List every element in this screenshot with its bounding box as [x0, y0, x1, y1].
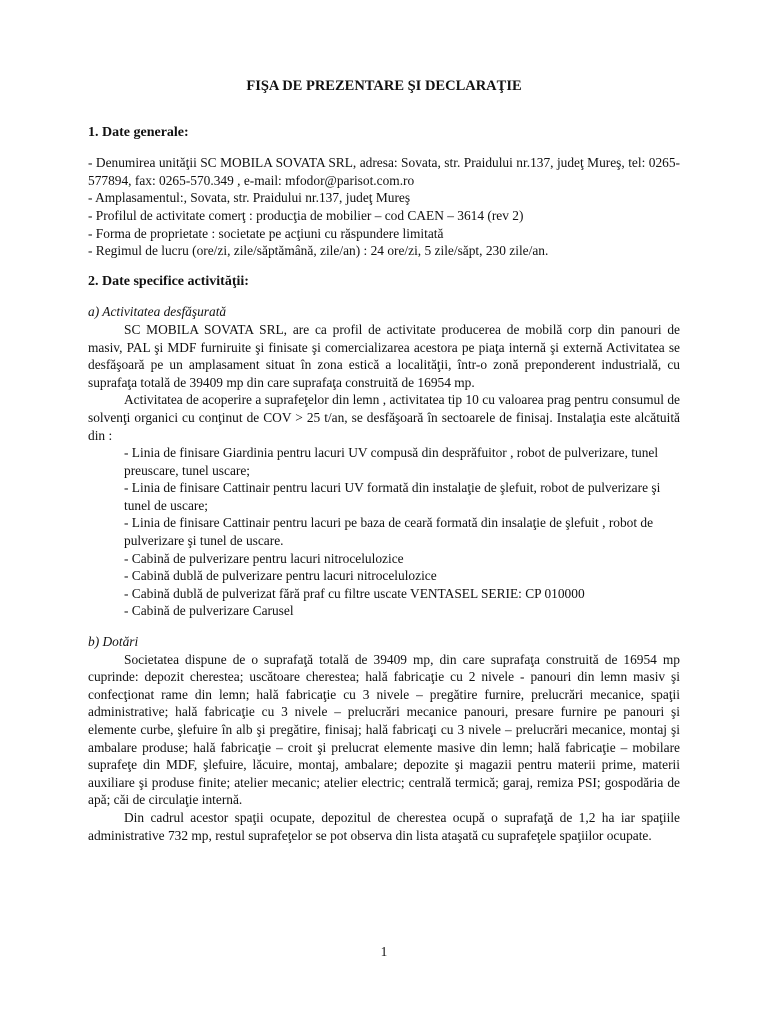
installation-item: - Cabină dublă de pulverizat fără praf cu filtre uscate VENTASEL SERIE: CP 010000 [124, 585, 585, 601]
subsection-b-heading: b) Dotări [88, 634, 139, 650]
general-line-schedule: - Regimul de lucru (ore/zi, zile/săptămână, zile/an) : 24 ore/zi, 5 zile/săpt, 230 zile/an. [88, 243, 549, 259]
equipment-paragraph-2: Din cadrul acestor spaţii ocupate, depozitul de cherestea ocupă o suprafaţă de 1,2 ha iar spaţiile administrative 732 mp, restul suprafeţelor se pot observa din lista ataşată cu suprafeţele spaţiilor ocupate. [88, 809, 680, 843]
general-line-ownership: - Forma de proprietate : societate pe acţiuni cu răspundere limitată [88, 225, 444, 241]
activity-paragraph-2: Activitatea de acoperire a suprafeţelor din lemn , activitatea tip 10 cu valoarea prag pentru consumul de solvenţi organici cu conţinut de COV > 25 t/an, se desfăşoară în sectoarele de finisaj. Instalaţia este alcătuită din : [88, 392, 680, 443]
installation-item: - Linia de finisare Giardinia pentru lacuri UV compusă din desprăfuitor , robot de pulverizare, tunel preuscare, tunel uscare; [124, 445, 659, 478]
general-line-profile: - Profilul de activitate comerţ : producţia de mobilier – cod CAEN – 3614 (rev 2) [88, 207, 524, 223]
general-line-unit: - Denumirea unităţii SC MOBILA SOVATA SRL, adresa: Sovata, str. Praidului nr.137, judeţ Mureş, tel: 0265-577894, fax: 0265-570.349 , e-mail: mfodor@parisot.com.ro [88, 155, 680, 188]
general-line-location: - Amplasamentul:, Sovata, str. Praidului nr.137, judeţ Mureş [88, 190, 411, 206]
activity-paragraph-1: SC MOBILA SOVATA SRL, are ca profil de activitate producerea de mobilă corp din panouri de masiv, PAL şi MDF furniruite şi finisate şi comercializarea acestora pe piaţa internă şi externă Activitatea se desfăşoară pe un amplasament situat în zona estică a localităţii, într-o zonă preponderent industrială, cu suprafaţa totală de 39409 mp din care suprafaţa construită de 16954 mp. [88, 321, 680, 390]
document-page [88, 78, 680, 844]
installation-item: - Cabină dublă de pulverizare pentru lacuri nitrocelulozice [124, 568, 437, 584]
section-1-heading: 1. Date generale: [88, 124, 189, 140]
subsection-a-heading: a) Activitatea desfăşurată [88, 304, 227, 320]
installation-item: - Cabină de pulverizare Carusel [124, 603, 294, 619]
page-number: 1 [380, 944, 388, 959]
installation-item: - Linia de finisare Cattinair pentru lacuri UV formată din instalaţie de şlefuit, robot de pulverizare şi tunel de uscare; [124, 480, 661, 513]
installation-item: - Linia de finisare Cattinair pentru lacuri pe baza de ceară formată din insalaţie de şlefuit , robot de pulverizare şi tunel de uscare. [124, 515, 654, 549]
equipment-paragraph-1: Societatea dispune de o suprafaţă totală de 39409 mp, din care suprafaţa construită de 16954 mp cuprinde: depozit cherestea; uscătoare cherestea; hală fabricaţie cu 2 nivele - panouri din lemn masiv şi confecţionat rame din lemn; hală fabricaţie cu 3 nivele – pregătire furnire, prelucrări mecanice, spaţii administrative; hală fabricaţie cu 3 nivele – prelucrări mecanice panouri, presare furnire pe panouri şi elemente curbe, şlefuire în alb şi pregătire, finisaj; hală fabricaţi cu 3 nivele – prelucrări mecanice, montaj şi ambalare produse; hală fabricaţie – croit şi prelucrat elemente masive din lemn; hală fabricaţie – mobilare suprafeţe din MDF, şlefuire, lăcuire, montaj, ambalare; depozite şi magazii pentru materii prime, materii auxiliare şi produse finite; atelier mecanic; atelier electric; centrală termică; garaj, remiza PSI; gospodăria de apă; căi de circulaţie internă. [88, 651, 680, 808]
installation-item: - Cabină de pulverizare pentru lacuri nitrocelulozice [124, 550, 404, 566]
document-title: FIŞA DE PREZENTARE ŞI DECLARAŢIE [246, 78, 522, 94]
section-2-heading: 2. Date specifice activităţii: [88, 273, 249, 289]
